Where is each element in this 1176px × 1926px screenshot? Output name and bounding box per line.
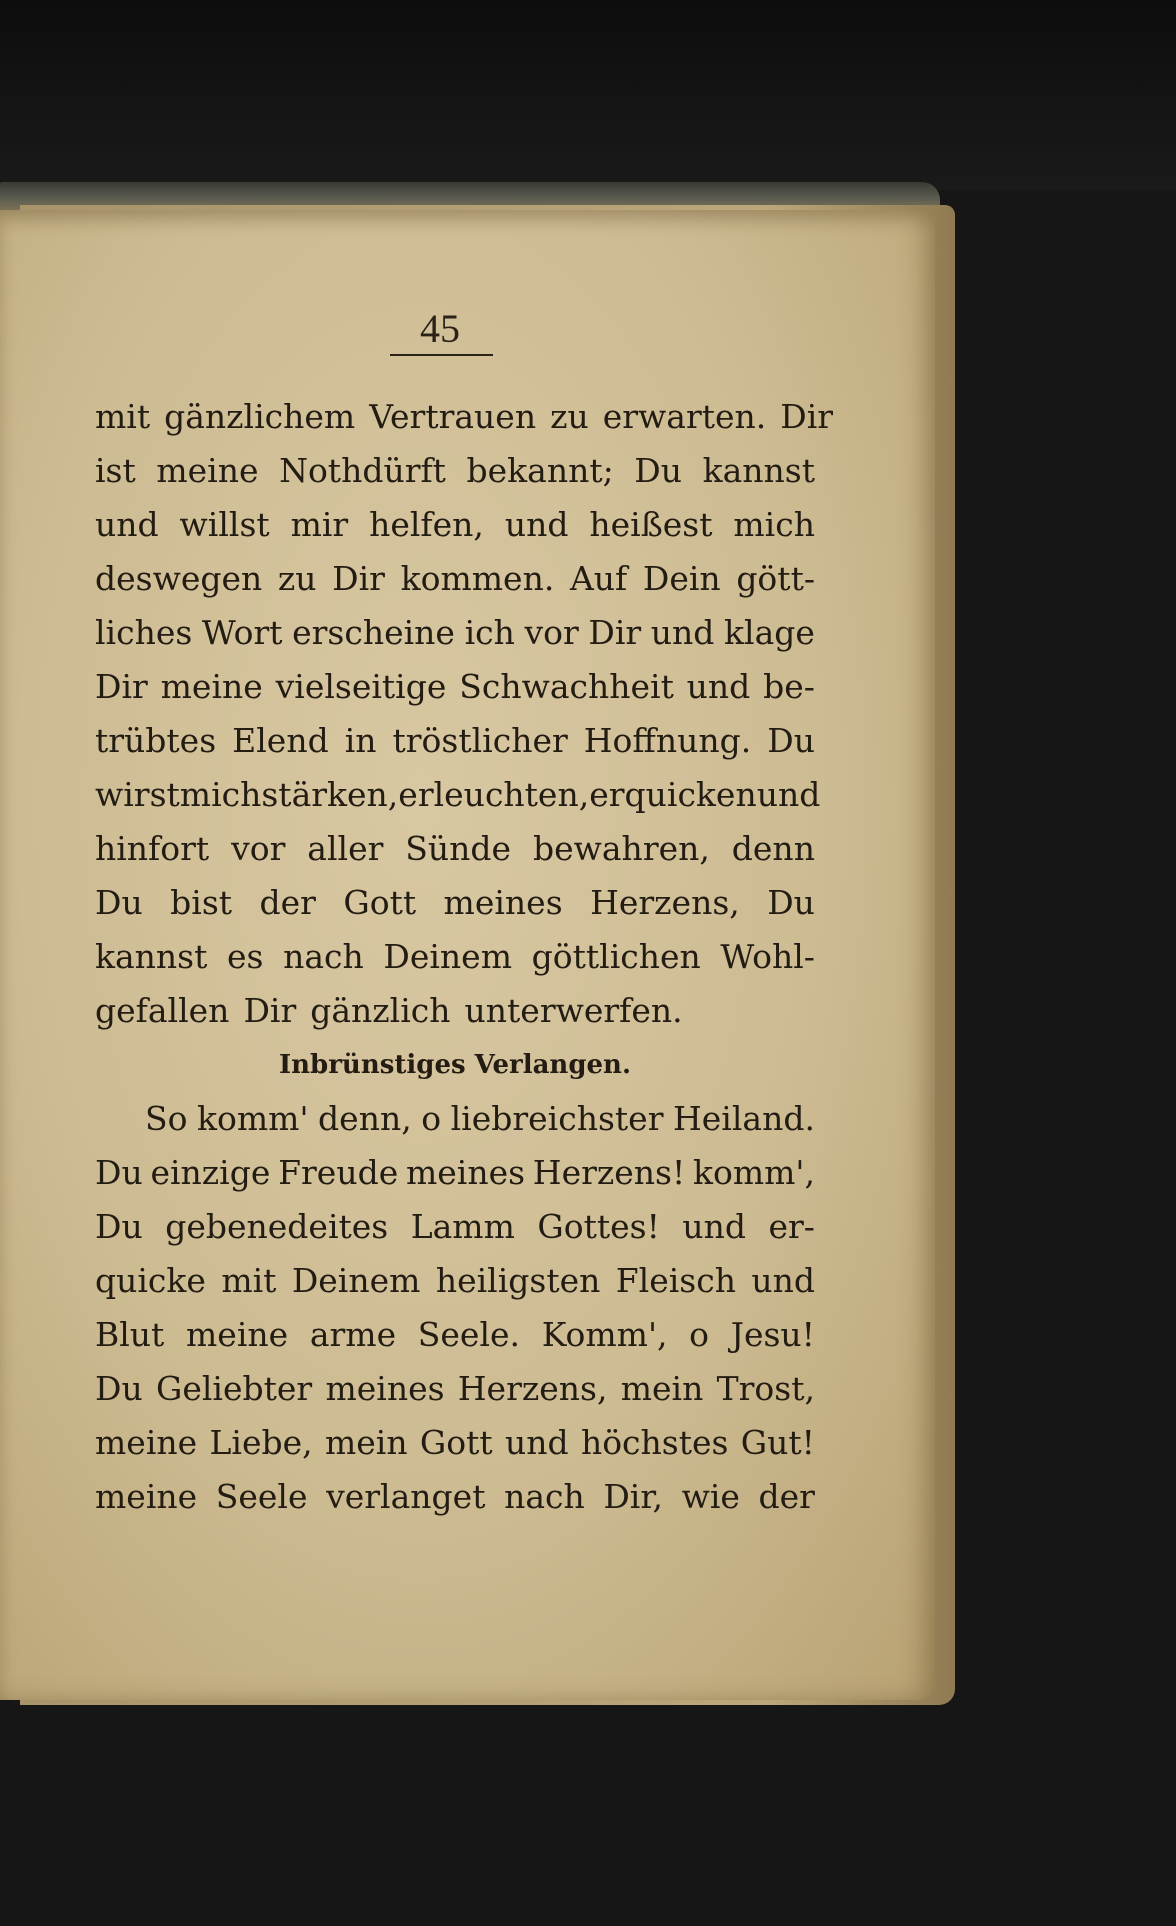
text-line: deswegen zu Dir kommen. Auf Dein gött- [95,559,815,598]
page-number: 45 [420,306,460,351]
paragraph-longing [95,1092,815,1524]
paragraph-prayer [95,390,834,1038]
text-line: Du Geliebter meines Herzens, mein Trost, [95,1369,815,1408]
text-line: liches Wort erscheine ich vor Dir und klage [95,613,815,652]
text-line: Du gebenedeites Lamm Gottes! und er- [95,1207,815,1246]
text-line: trübtes Elend in tröstlicher Hoffnung. Du [95,721,815,760]
page-text-block [95,390,834,1524]
text-line: Dir meine vielseitige Schwachheit und be- [95,667,815,706]
page-number-rule [390,354,493,356]
dark-background [0,0,1176,190]
text-line: mit gänzlichem Vertrauen zu erwarten. Dir [95,397,834,436]
text-line: hinfort vor aller Sünde bewahren, denn [95,829,815,868]
section-heading: Inbrünstiges Verlangen. [278,1050,631,1080]
text-line: wirst mich stärken, erleuchten, erquicken und [95,775,821,814]
text-line: Blut meine arme Seele. Komm', o Jesu! [95,1315,815,1354]
text-line: ist meine Nothdürft bekannt; Du kannst [95,451,815,490]
text-line: quicke mit Deinem heiligsten Fleisch und [95,1261,815,1300]
text-line: So komm' denn, o liebreichster Heiland. [145,1099,815,1138]
text-line: gefallen Dir gänzlich unterwerfen. [95,991,683,1030]
text-line: Du einzige Freude meines Herzens! komm', [95,1153,815,1192]
text-line: meine Seele verlanget nach Dir, wie der [95,1477,815,1516]
text-line: meine Liebe, mein Gott und höchstes Gut! [95,1423,815,1462]
text-line: Du bist der Gott meines Herzens, Du [95,883,815,922]
text-line: kannst es nach Deinem göttlichen Wohl- [95,937,815,976]
text-line: und willst mir helfen, und heißest mich [95,505,815,544]
book-page [0,210,935,1700]
